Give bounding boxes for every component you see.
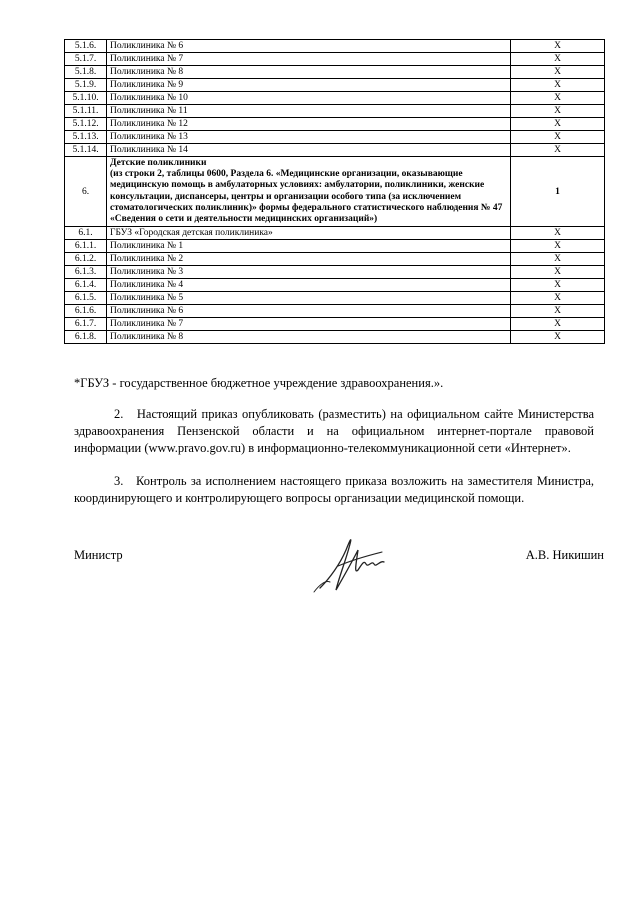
row-name: Поликлиника № 7 bbox=[107, 318, 511, 331]
row-mark: Х bbox=[511, 253, 605, 266]
row-name: Поликлиника № 13 bbox=[107, 131, 511, 144]
table-row bbox=[65, 305, 605, 318]
row-number: 6.1.4. bbox=[65, 279, 107, 292]
row-mark: Х bbox=[511, 292, 605, 305]
table-row bbox=[65, 331, 605, 344]
row-mark: Х bbox=[511, 318, 605, 331]
row-mark: Х bbox=[511, 131, 605, 144]
table-row bbox=[65, 144, 605, 157]
row-mark: Х bbox=[511, 305, 605, 318]
table-row bbox=[65, 92, 605, 105]
row-number: 5.1.8. bbox=[65, 66, 107, 79]
row-mark: Х bbox=[511, 279, 605, 292]
row-name: Поликлиника № 4 bbox=[107, 279, 511, 292]
row-name: Поликлиника № 10 bbox=[107, 92, 511, 105]
table-row bbox=[65, 53, 605, 66]
row-mark: Х bbox=[511, 40, 605, 53]
signature-block bbox=[74, 548, 604, 608]
table-row bbox=[65, 79, 605, 92]
paragraph-2: 2. Настоящий приказ опубликовать (разместить) на официальном сайте Министерства здравоохранения Пензенской области и на официальном интернет-портале правовой информации (www.pravo.gov.ru) в информационно-телекоммуникационной сети «Интернет». bbox=[74, 407, 594, 455]
row-number: 6.1. bbox=[65, 227, 107, 240]
table-row bbox=[65, 66, 605, 79]
section-6-number: 6. bbox=[65, 157, 107, 227]
section-6-mark: 1 bbox=[511, 157, 605, 227]
row-name: Поликлиника № 6 bbox=[107, 40, 511, 53]
row-mark: Х bbox=[511, 227, 605, 240]
row-number: 5.1.10. bbox=[65, 92, 107, 105]
signer-position: Министр bbox=[74, 548, 123, 562]
row-mark: Х bbox=[511, 92, 605, 105]
table-row bbox=[65, 279, 605, 292]
row-number: 5.1.6. bbox=[65, 40, 107, 53]
table-row bbox=[65, 292, 605, 305]
facilities-table bbox=[64, 39, 605, 344]
row-number: 5.1.14. bbox=[65, 144, 107, 157]
row-mark: Х bbox=[511, 118, 605, 131]
table-row bbox=[65, 40, 605, 53]
row-number: 6.1.5. bbox=[65, 292, 107, 305]
table-row bbox=[65, 318, 605, 331]
row-name: Поликлиника № 12 bbox=[107, 118, 511, 131]
table-section-6 bbox=[65, 157, 605, 227]
row-name: Поликлиника № 14 bbox=[107, 144, 511, 157]
table-row bbox=[65, 253, 605, 266]
row-mark: Х bbox=[511, 240, 605, 253]
table-body-top bbox=[65, 40, 605, 157]
row-mark: Х bbox=[511, 79, 605, 92]
row-name: Поликлиника № 8 bbox=[107, 331, 511, 344]
table-row bbox=[65, 118, 605, 131]
paragraph-3: 3. Контроль за исполнением настоящего приказа возложить на заместителя Министра, координирующего и контролирующего вопросы организации медицинской помощи. bbox=[74, 474, 594, 505]
row-mark: Х bbox=[511, 53, 605, 66]
row-number: 6.1.1. bbox=[65, 240, 107, 253]
row-mark: Х bbox=[511, 266, 605, 279]
section-6-title-cell bbox=[107, 157, 511, 227]
row-name: Поликлиника № 2 bbox=[107, 253, 511, 266]
row-number: 6.1.7. bbox=[65, 318, 107, 331]
row-mark: Х bbox=[511, 105, 605, 118]
handwritten-signature-icon bbox=[300, 530, 410, 600]
table-row bbox=[65, 266, 605, 279]
row-name: ГБУЗ «Городская детская поликлиника» bbox=[107, 227, 511, 240]
row-number: 6.1.3. bbox=[65, 266, 107, 279]
row-name: Поликлиника № 3 bbox=[107, 266, 511, 279]
footnote: *ГБУЗ - государственное бюджетное учреждение здравоохранения.». bbox=[74, 376, 444, 390]
row-name: Поликлиника № 6 bbox=[107, 305, 511, 318]
row-name: Поликлиника № 8 bbox=[107, 66, 511, 79]
row-number: 5.1.11. bbox=[65, 105, 107, 118]
row-number: 6.1.6. bbox=[65, 305, 107, 318]
signer-name: А.В. Никишин bbox=[525, 548, 604, 562]
row-mark: Х bbox=[511, 66, 605, 79]
table-row-section-6 bbox=[65, 157, 605, 227]
row-name: Поликлиника № 7 bbox=[107, 53, 511, 66]
section-6-description: (из строки 2, таблицы 0600, Раздела 6. «Медицинские организации, оказывающие медицинскую помощь в амбулаторных условиях: амбулатории, поликлиники, женские консультации, диспансеры, центры и организации особого типа (за исключением стоматологических поликлиник)» формы федерального статистического наблюдения № 47 «Сведения о сети и деятельности медицинских организаций») bbox=[110, 169, 503, 225]
row-mark: Х bbox=[511, 331, 605, 344]
row-name: Поликлиника № 5 bbox=[107, 292, 511, 305]
row-name: Поликлиника № 1 bbox=[107, 240, 511, 253]
row-number: 6.1.8. bbox=[65, 331, 107, 344]
table-row bbox=[65, 131, 605, 144]
row-name: Поликлиника № 9 bbox=[107, 79, 511, 92]
row-mark: Х bbox=[511, 144, 605, 157]
row-number: 5.1.13. bbox=[65, 131, 107, 144]
table-body-bottom bbox=[65, 227, 605, 344]
table-row bbox=[65, 227, 605, 240]
row-number: 5.1.9. bbox=[65, 79, 107, 92]
row-number: 5.1.12. bbox=[65, 118, 107, 131]
row-number: 5.1.7. bbox=[65, 53, 107, 66]
section-6-title: Детские поликлиники bbox=[110, 158, 207, 168]
table-row bbox=[65, 105, 605, 118]
row-name: Поликлиника № 11 bbox=[107, 105, 511, 118]
table-row bbox=[65, 240, 605, 253]
row-number: 6.1.2. bbox=[65, 253, 107, 266]
